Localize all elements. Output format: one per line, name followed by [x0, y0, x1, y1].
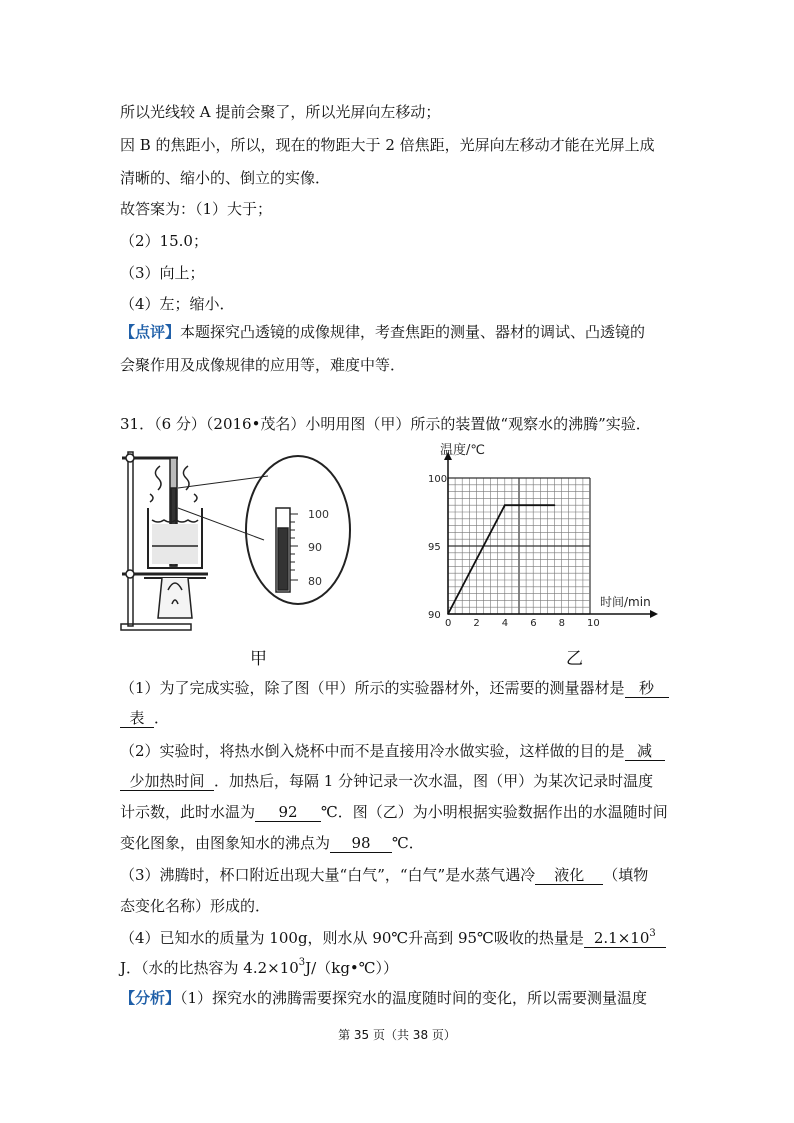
y-tick-label: 95	[428, 542, 441, 553]
q31-part1-answer-b: 表	[120, 709, 154, 728]
solution-line-1: 所以光线较 A 提前会聚了，所以光屏向左移动；	[120, 103, 441, 121]
figure-b-caption: 乙	[566, 649, 583, 669]
figure-apparatus	[118, 448, 358, 638]
x-axis-label: 时间/min	[600, 595, 651, 609]
y-axis-label: 温度/℃	[440, 443, 485, 458]
answer-4: （4）左；缩小．	[120, 295, 235, 313]
x-tick-label: 6	[530, 618, 537, 629]
x-tick-label: 10	[587, 618, 600, 629]
q31-part2-text-b: ．加热后，每隔 1 分钟记录一次水温，图（甲）为某次记录时温度	[214, 772, 654, 790]
y-tick-label: 90	[428, 610, 441, 621]
answer-intro: 故答案为：（1）大于；	[120, 200, 273, 218]
q31-part2-text-f: ℃．	[392, 834, 424, 852]
q31-part2-answer-b: 少加热时间	[120, 772, 214, 791]
x-tick-label: 2	[473, 618, 480, 629]
q31-part4-answer	[584, 929, 666, 948]
thermo-tick-100: 100	[308, 508, 329, 521]
q31-water-temp: 92	[255, 803, 321, 822]
q31-part1-end: ．	[154, 709, 170, 727]
q31-part2-text-d: ℃．图（乙）为小明根据实验数据作出的水温随时间	[321, 803, 668, 821]
thermo-tick-90: 90	[308, 541, 322, 554]
q31-part3-line1	[120, 865, 648, 885]
q31-part4-text-b: J．（水的比热容为 4.2×10	[120, 959, 299, 977]
q31-part4-text-a: （4）已知水的质量为 100g，则水从 90℃升高到 95℃吸收的热量是	[120, 929, 584, 947]
solution-line-2: 因 B 的焦距小，所以，现在的物距大于 2 倍焦距，光屏向左移动才能在光屏上成	[120, 136, 655, 154]
data-point	[554, 504, 556, 506]
analysis-line-1	[120, 988, 647, 1008]
q31-part2-text-e: 变化图象，由图象知水的沸点为	[120, 834, 331, 852]
data-point	[518, 504, 520, 506]
temperature-chart	[412, 442, 702, 634]
q31-part4-answer-base: 2.1×10	[593, 929, 650, 947]
q31-part2-line3	[120, 802, 668, 822]
q31-part4-text-c: J/（kg•℃））	[305, 959, 399, 977]
q31-part1-answer-a: 秒	[625, 679, 669, 698]
solution-line-3: 清晰的、缩小的、倒立的实像．	[120, 169, 331, 187]
data-point	[447, 613, 449, 615]
q31-part3-line2: 态变化名称）形成的．	[120, 897, 271, 915]
q31-part2-line4	[120, 833, 424, 853]
alcohol-lamp	[158, 578, 192, 618]
x-tick-label: 0	[445, 618, 452, 629]
answer-3: （3）向上；	[120, 264, 205, 282]
q31-part4-answer-exp: 3	[649, 928, 656, 939]
q31-part2-text-a: （2）实验时，将热水倒入烧杯中而不是直接用冷水做实验，这样做的目的是	[120, 742, 625, 760]
x-tick-label: 8	[558, 618, 565, 629]
x-tick-label: 4	[501, 618, 509, 629]
q31-part4-line1	[120, 928, 666, 948]
x-axis-arrow	[650, 610, 658, 618]
y-tick-label: 100	[428, 474, 448, 485]
q31-part1-line2	[120, 708, 169, 728]
data-point	[504, 504, 506, 506]
q31-part2-line1	[120, 741, 665, 761]
data-point	[532, 504, 534, 506]
comment-line-2: 会聚作用及成像规律的应用等，难度中等．	[120, 356, 406, 374]
q31-part2-answer-a: 减	[625, 742, 665, 761]
q31-part1-line1	[120, 678, 669, 698]
stand-pole	[128, 452, 133, 626]
comment-line-1	[120, 322, 645, 342]
figure-a-caption: 甲	[250, 649, 267, 669]
analysis-text: （1）探究水的沸腾需要探究水的温度随时间的变化，所以需要测量温度	[180, 989, 648, 1007]
magnified-view	[246, 456, 350, 604]
answer-2: （2）15.0；	[120, 232, 208, 250]
q31-part2-line2	[120, 771, 653, 791]
comment-text-1: 本题探究凸透镜的成像规律，考查焦距的测量、器材的调试、凸透镜的	[180, 323, 646, 341]
q31-part1-text: （1）为了完成实验，除了图（甲）所示的实验器材外，还需要的测量器材是	[120, 679, 625, 697]
q31-part3-answer: 液化	[535, 866, 603, 885]
q31-part3-text-b: （填物	[603, 866, 649, 884]
analysis-tag: 【分析】	[120, 989, 181, 1007]
question-31-header: 31．（6 分）（2016•茂名）小明用图（甲）所示的装置做“观察水的沸腾”实验．	[120, 415, 651, 433]
q31-boiling-point: 98	[330, 834, 392, 853]
q31-part2-text-c: 计示数，此时水温为	[120, 803, 256, 821]
q31-part3-text-a: （3）沸腾时，杯口附近出现大量“白气”，“白气”是水蒸气遇冷	[120, 866, 536, 884]
stand-base	[121, 624, 191, 630]
thermo-tick-80: 80	[308, 575, 322, 588]
comment-tag: 【点评】	[120, 323, 181, 341]
page-footer: 第 35 页（共 38 页）	[338, 1028, 456, 1042]
q31-part4-exp2: 3	[298, 957, 306, 968]
q31-part4-line2	[120, 958, 398, 978]
